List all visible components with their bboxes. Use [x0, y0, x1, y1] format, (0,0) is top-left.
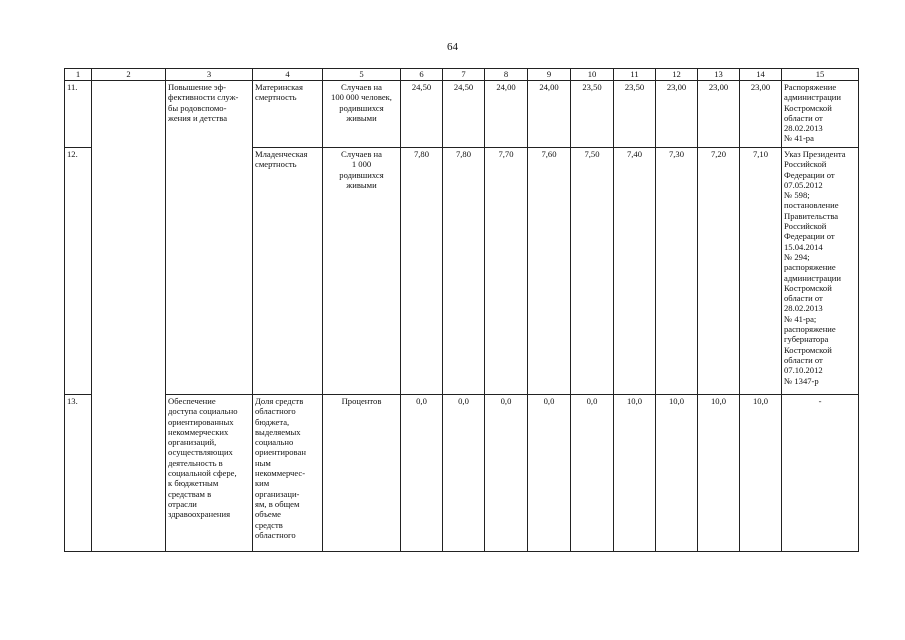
indicator-cell: Младенческая смертность	[253, 148, 323, 395]
value-cell: 10,0	[698, 395, 740, 552]
value-cell: 10,0	[740, 395, 782, 552]
value-cell: 23,00	[656, 81, 698, 148]
value-cell: 24,00	[528, 81, 571, 148]
indicator-cell: Материнская смертность	[253, 81, 323, 148]
value-cell: 0,0	[401, 395, 443, 552]
value-cell: 10,0	[614, 395, 656, 552]
task-cell: Повышение эф- фективности служ- бы родовспомо- жения и детства	[166, 81, 253, 395]
column-header: 10	[571, 69, 614, 81]
value-cell: 24,00	[485, 81, 528, 148]
indicator-cell: Доля средств областного бюджета, выделяемых социально ориентирован ным некоммерчес- ким организаци- ям, в общем объеме средств областного	[253, 395, 323, 552]
value-cell: 23,00	[698, 81, 740, 148]
column-header: 8	[485, 69, 528, 81]
unit-cell: Случаев на 100 000 человек, родившихся живыми	[323, 81, 401, 148]
value-cell: 0,0	[443, 395, 485, 552]
column-header: 15	[782, 69, 859, 81]
value-cell: 24,50	[443, 81, 485, 148]
column-header: 1	[65, 69, 92, 81]
column-header: 11	[614, 69, 656, 81]
value-cell: 7,70	[485, 148, 528, 395]
legal-basis-cell: -	[782, 395, 859, 552]
value-cell: 10,0	[656, 395, 698, 552]
value-cell: 7,50	[571, 148, 614, 395]
legal-basis-cell: Указ Президента Российской Федерации от 07.05.2012 № 598; постановление Правительства Российской Федерации от 15.04.2014 № 294; распоряжение администрации Костромской области от 28.02.2013 № 41-ра; распоряжение губернатора Костромской области от 07.10.2012 № 1347-р	[782, 148, 859, 395]
page-number: 64	[447, 41, 458, 53]
value-cell: 0,0	[528, 395, 571, 552]
unit-cell: Случаев на 1 000 родившихся живыми	[323, 148, 401, 395]
row-number: 11.	[65, 81, 92, 148]
column-header: 6	[401, 69, 443, 81]
column-header: 2	[92, 69, 166, 81]
value-cell: 7,10	[740, 148, 782, 395]
column-header: 7	[443, 69, 485, 81]
table-row	[65, 81, 859, 148]
value-cell: 0,0	[485, 395, 528, 552]
value-cell: 7,20	[698, 148, 740, 395]
column-header: 14	[740, 69, 782, 81]
row-number: 12.	[65, 148, 92, 395]
table-header-row	[65, 69, 859, 81]
column-header: 3	[166, 69, 253, 81]
column-header: 4	[253, 69, 323, 81]
legal-basis-cell: Распоряжение администрации Костромской области от 28.02.2013 № 41-ра	[782, 81, 859, 148]
value-cell: 24,50	[401, 81, 443, 148]
column-header: 13	[698, 69, 740, 81]
column-2-cell	[92, 81, 166, 552]
value-cell: 7,80	[443, 148, 485, 395]
task-cell: Обеспечение доступа социально ориентированных некоммерческих организаций, осуществляющих деятельность в социальной сфере, к бюджетным средствам в отрасли здравоохранения	[166, 395, 253, 552]
value-cell: 0,0	[571, 395, 614, 552]
table-row	[65, 395, 859, 552]
column-header: 9	[528, 69, 571, 81]
value-cell: 7,60	[528, 148, 571, 395]
value-cell: 23,50	[614, 81, 656, 148]
value-cell: 23,50	[571, 81, 614, 148]
value-cell: 23,00	[740, 81, 782, 148]
value-cell: 7,80	[401, 148, 443, 395]
value-cell: 7,40	[614, 148, 656, 395]
row-number: 13.	[65, 395, 92, 552]
unit-cell: Процентов	[323, 395, 401, 552]
column-header: 12	[656, 69, 698, 81]
indicators-table	[64, 68, 859, 552]
column-header: 5	[323, 69, 401, 81]
value-cell: 7,30	[656, 148, 698, 395]
